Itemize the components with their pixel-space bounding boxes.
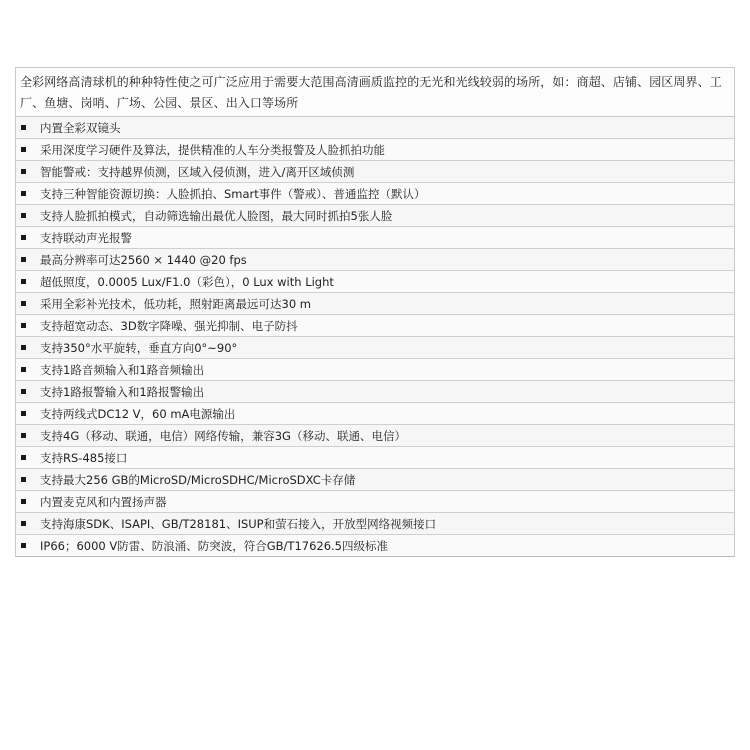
- feature-row: [16, 139, 734, 161]
- square-bullet-icon: [21, 213, 26, 218]
- feature-row: [16, 535, 734, 557]
- square-bullet-icon: [21, 301, 26, 306]
- feature-text: 内置麦克风和内置扬声器: [40, 494, 167, 509]
- feature-row: [16, 205, 734, 227]
- feature-text: 采用深度学习硬件及算法，提供精准的人车分类报警及人脸抓拍功能: [40, 142, 385, 157]
- square-bullet-icon: [21, 411, 26, 416]
- feature-row: [16, 337, 734, 359]
- feature-row: [16, 161, 734, 183]
- square-bullet-icon: [21, 323, 26, 328]
- square-bullet-icon: [21, 455, 26, 460]
- feature-row: [16, 491, 734, 513]
- feature-text: IP66；6000 V防雷、防浪涌、防突波，符合GB/T17626.5四级标准: [40, 538, 389, 553]
- square-bullet-icon: [21, 499, 26, 504]
- feature-row: [16, 249, 734, 271]
- square-bullet-icon: [21, 279, 26, 284]
- intro-paragraph: 全彩网络高清球机的种种特性使之可广泛应用于需要大范围高清画质监控的无光和光线较弱的场所，如：商超、店铺、园区周界、工厂、鱼塘、岗哨、广场、公园、景区、出入口等场所: [16, 68, 734, 117]
- feature-text: 支持两线式DC12 V，60 mA电源输出: [40, 406, 236, 421]
- feature-row: [16, 513, 734, 535]
- feature-row: [16, 227, 734, 249]
- square-bullet-icon: [21, 367, 26, 372]
- feature-row: [16, 183, 734, 205]
- square-bullet-icon: [21, 125, 26, 130]
- feature-text: 支持350°水平旋转，垂直方向0°~90°: [40, 340, 238, 355]
- feature-text: 采用全彩补光技术，低功耗，照射距离最远可达30 m: [40, 296, 311, 311]
- feature-row: [16, 293, 734, 315]
- feature-list: [16, 117, 734, 557]
- feature-text: 超低照度，0.0005 Lux/F1.0（彩色），0 Lux with Light: [40, 274, 334, 289]
- square-bullet-icon: [21, 389, 26, 394]
- feature-text: 支持1路音频输入和1路音频输出: [40, 362, 205, 377]
- square-bullet-icon: [21, 235, 26, 240]
- square-bullet-icon: [21, 147, 26, 152]
- square-bullet-icon: [21, 345, 26, 350]
- feature-row: [16, 447, 734, 469]
- square-bullet-icon: [21, 521, 26, 526]
- feature-text: 支持三种智能资源切换：人脸抓拍、Smart事件（警戒）、普通监控（默认）: [40, 186, 426, 201]
- feature-text: 内置全彩双镜头: [40, 120, 121, 135]
- feature-row: [16, 315, 734, 337]
- feature-text: 支持超宽动态、3D数字降噪、强光抑制、电子防抖: [40, 318, 298, 333]
- feature-text: 支持RS-485接口: [40, 450, 128, 465]
- feature-text: 支持最大256 GB的MicroSD/MicroSDHC/MicroSDXC卡存储: [40, 472, 356, 487]
- feature-row: [16, 469, 734, 491]
- square-bullet-icon: [21, 191, 26, 196]
- spec-table: [15, 67, 735, 557]
- square-bullet-icon: [21, 543, 26, 548]
- feature-row: [16, 403, 734, 425]
- feature-row: [16, 271, 734, 293]
- square-bullet-icon: [21, 433, 26, 438]
- square-bullet-icon: [21, 169, 26, 174]
- feature-text: 支持1路报警输入和1路报警输出: [40, 384, 205, 399]
- feature-row: [16, 117, 734, 139]
- feature-row: [16, 359, 734, 381]
- feature-row: [16, 381, 734, 403]
- feature-text: 支持海康SDK、ISAPI、GB/T28181、ISUP和萤石接入，开放型网络视频接口: [40, 516, 437, 531]
- feature-row: [16, 425, 734, 447]
- feature-text: 支持联动声光报警: [40, 230, 132, 245]
- square-bullet-icon: [21, 257, 26, 262]
- feature-text: 支持4G（移动、联通，电信）网络传输，兼容3G（移动、联通、电信）: [40, 428, 406, 443]
- square-bullet-icon: [21, 477, 26, 482]
- feature-text: 支持人脸抓拍模式，自动筛选输出最优人脸图，最大同时抓拍5张人脸: [40, 208, 393, 223]
- feature-text: 智能警戒：支持越界侦测，区域入侵侦测，进入/离开区域侦测: [40, 164, 355, 179]
- feature-text: 最高分辨率可达2560 × 1440 @20 fps: [40, 252, 247, 267]
